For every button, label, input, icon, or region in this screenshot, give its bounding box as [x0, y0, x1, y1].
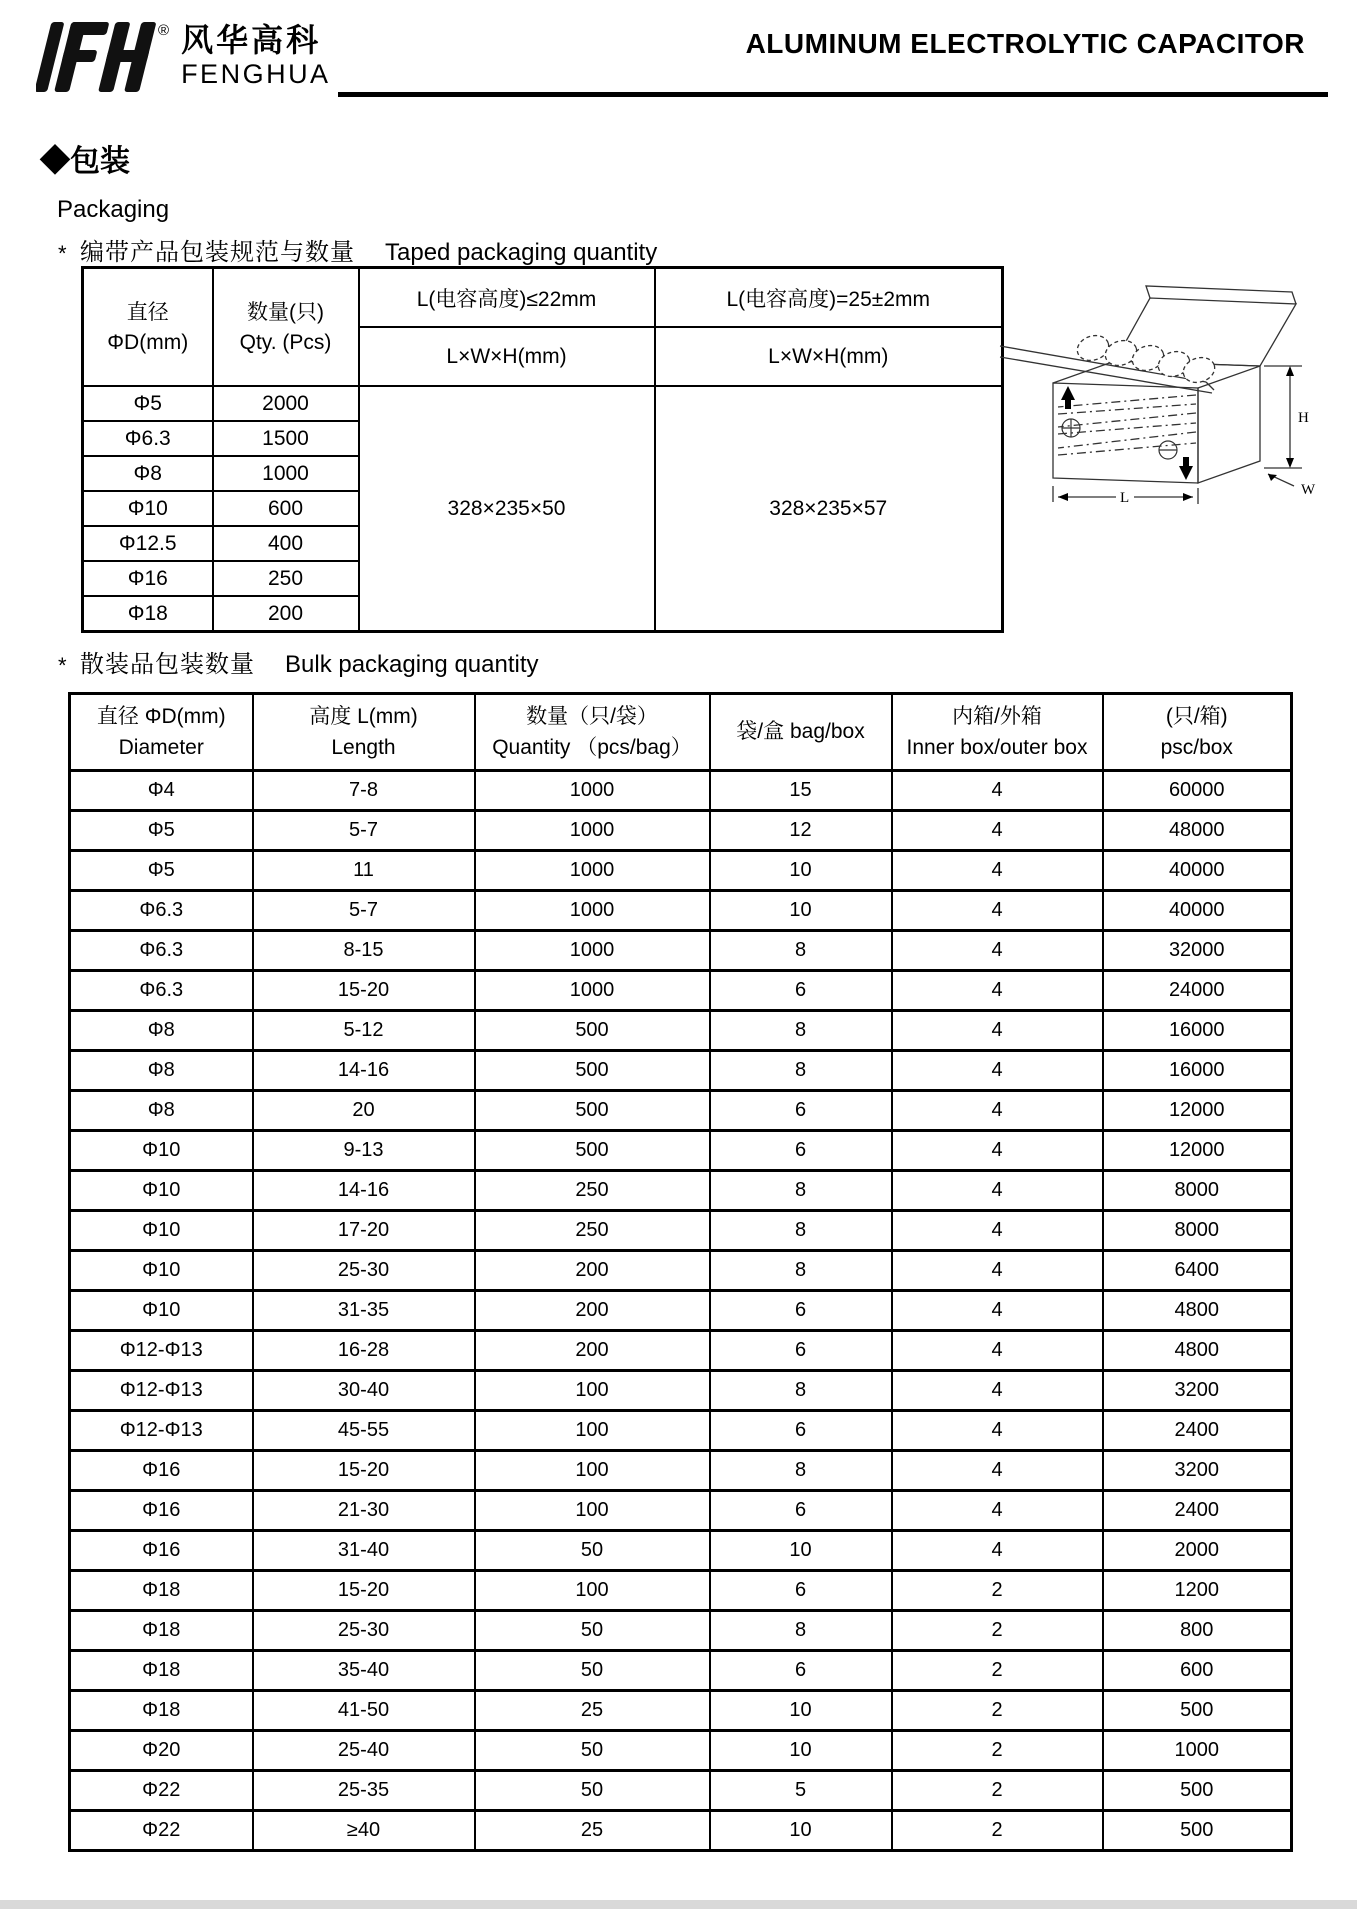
diameter-cell: Φ10 — [70, 1211, 253, 1251]
diameter-cell: Φ16 — [83, 561, 213, 596]
diameter-cell: Φ16 — [70, 1531, 253, 1571]
bulk-table-row — [70, 1331, 1292, 1371]
quantity-cell: 100 — [475, 1491, 710, 1531]
bulk-col-bagbox-header — [710, 694, 892, 771]
taped-label-bullet: * — [58, 240, 67, 266]
section-heading-cn: ◆包装 — [40, 145, 130, 178]
bag-per-box-cell: 8 — [710, 1011, 892, 1051]
quantity-cell: 1000 — [475, 971, 710, 1011]
diagram-h-label: H — [1298, 410, 1309, 426]
quantity-cell: 1000 — [475, 851, 710, 891]
psc-per-box-cell: 4800 — [1103, 1331, 1292, 1371]
inner-outer-box-cell: 4 — [892, 1331, 1103, 1371]
quantity-cell: 200 — [475, 1291, 710, 1331]
bag-per-box-cell: 10 — [710, 1731, 892, 1771]
quantity-cell: 500 — [475, 1131, 710, 1171]
qty-cell: 2000 — [213, 386, 359, 421]
bulk-table-row — [70, 1451, 1292, 1491]
diameter-cell: Φ22 — [70, 1811, 253, 1851]
taped-col1-header — [83, 268, 213, 387]
inner-outer-box-cell: 4 — [892, 1371, 1103, 1411]
inner-outer-box-cell: 4 — [892, 851, 1103, 891]
length-cell: 9-13 — [253, 1131, 475, 1171]
psc-per-box-cell: 32000 — [1103, 931, 1292, 971]
diameter-cell: Φ5 — [70, 811, 253, 851]
length-cell: 15-20 — [253, 971, 475, 1011]
bag-per-box-cell: 12 — [710, 811, 892, 851]
bulk-table-row — [70, 1091, 1292, 1131]
length-cell: 7-8 — [253, 771, 475, 811]
bulk-table-row — [70, 811, 1292, 851]
bulk-table-row — [70, 1131, 1292, 1171]
psc-per-box-cell: 500 — [1103, 1691, 1292, 1731]
psc-per-box-cell: 6400 — [1103, 1251, 1292, 1291]
bag-per-box-cell: 6 — [710, 1331, 892, 1371]
bulk-label-bullet: * — [58, 652, 67, 678]
bulk-table-row — [70, 1811, 1292, 1851]
bulk-table-row — [70, 1691, 1292, 1731]
bulk-table-row — [70, 891, 1292, 931]
qty-cell: 1500 — [213, 421, 359, 456]
psc-per-box-cell: 2400 — [1103, 1491, 1292, 1531]
bag-per-box-cell: 8 — [710, 1451, 892, 1491]
length-cell: 5-7 — [253, 891, 475, 931]
diameter-cell: Φ16 — [70, 1451, 253, 1491]
length-cell: 17-20 — [253, 1211, 475, 1251]
length-cell: ≥40 — [253, 1811, 475, 1851]
psc-per-box-cell: 60000 — [1103, 771, 1292, 811]
bag-per-box-cell: 8 — [710, 1051, 892, 1091]
qty-cell: 400 — [213, 526, 359, 561]
inner-outer-box-cell: 4 — [892, 1291, 1103, 1331]
bulk-table-row — [70, 1211, 1292, 1251]
bag-per-box-cell: 6 — [710, 1411, 892, 1451]
psc-per-box-cell: 8000 — [1103, 1211, 1292, 1251]
inner-outer-box-cell: 4 — [892, 1531, 1103, 1571]
quantity-cell: 500 — [475, 1011, 710, 1051]
quantity-cell: 1000 — [475, 771, 710, 811]
bag-per-box-cell: 6 — [710, 1131, 892, 1171]
psc-per-box-cell: 40000 — [1103, 891, 1292, 931]
diameter-cell: Φ12-Φ13 — [70, 1411, 253, 1451]
psc-per-box-cell: 2000 — [1103, 1531, 1292, 1571]
bulk-header-cn: 直径 ΦD(mm) — [96, 704, 226, 728]
bulk-label-cn: 散装品包装数量 — [80, 651, 255, 678]
diameter-cell: Φ6.3 — [70, 891, 253, 931]
bulk-header-cn: 数量（只/袋） — [526, 704, 658, 728]
taped-table-body — [83, 386, 1003, 632]
inner-outer-box-cell: 4 — [892, 1011, 1103, 1051]
bag-per-box-cell: 6 — [710, 1291, 892, 1331]
quantity-cell: 1000 — [475, 891, 710, 931]
bag-per-box-cell: 8 — [710, 1171, 892, 1211]
bulk-table-row — [70, 971, 1292, 1011]
page-title: ALUMINUM ELECTROLYTIC CAPACITOR — [745, 28, 1305, 59]
bulk-table-row — [70, 1251, 1292, 1291]
quantity-cell: 250 — [475, 1171, 710, 1211]
bulk-table-row — [70, 1411, 1292, 1451]
bulk-table-row — [70, 1731, 1292, 1771]
inner-outer-box-cell: 2 — [892, 1771, 1103, 1811]
length-cell: 25-30 — [253, 1611, 475, 1651]
length-cell: 15-20 — [253, 1451, 475, 1491]
diameter-cell: Φ8 — [83, 456, 213, 491]
diameter-cell: Φ18 — [70, 1571, 253, 1611]
inner-outer-box-cell: 4 — [892, 1091, 1103, 1131]
length-cell: 45-55 — [253, 1411, 475, 1451]
psc-per-box-cell: 4800 — [1103, 1291, 1292, 1331]
fenghua-logo-icon — [36, 20, 156, 94]
bulk-header-en: psc/box — [1160, 736, 1233, 759]
diameter-cell: Φ20 — [70, 1731, 253, 1771]
diameter-cell: Φ4 — [70, 771, 253, 811]
taped-label-en: Taped packaging quantity — [385, 239, 658, 266]
bag-per-box-cell: 8 — [710, 1371, 892, 1411]
taped-header-row-1 — [83, 268, 1003, 328]
taped-col3-header-top: L(电容高度)≤22mm — [359, 268, 655, 328]
length-cell: 31-40 — [253, 1531, 475, 1571]
quantity-cell: 100 — [475, 1411, 710, 1451]
bag-per-box-cell: 6 — [710, 971, 892, 1011]
inner-outer-box-cell: 4 — [892, 1251, 1103, 1291]
psc-per-box-cell: 500 — [1103, 1811, 1292, 1851]
bulk-header-cn: 袋/盒 bag/box — [736, 720, 865, 744]
diameter-cell: Φ22 — [70, 1771, 253, 1811]
diameter-cell: Φ8 — [70, 1091, 253, 1131]
bag-per-box-cell: 8 — [710, 1211, 892, 1251]
bulk-table-row — [70, 1571, 1292, 1611]
taped-col3-header-bottom: L×W×H(mm) — [359, 327, 655, 386]
diagram-l-label: L — [1120, 490, 1130, 506]
psc-per-box-cell: 500 — [1103, 1771, 1292, 1811]
diameter-cell: Φ18 — [70, 1651, 253, 1691]
bulk-table-row — [70, 1291, 1292, 1331]
length-cell: 31-35 — [253, 1291, 475, 1331]
inner-outer-box-cell: 4 — [892, 891, 1103, 931]
length-cell: 25-40 — [253, 1731, 475, 1771]
bag-per-box-cell: 8 — [710, 931, 892, 971]
inner-outer-box-cell: 2 — [892, 1651, 1103, 1691]
box-dims-25mm-cell: 328×235×57 — [655, 386, 1003, 632]
diameter-cell: Φ8 — [70, 1051, 253, 1091]
length-cell: 14-16 — [253, 1051, 475, 1091]
registered-mark: ® — [158, 22, 170, 39]
length-cell: 16-28 — [253, 1331, 475, 1371]
diameter-cell: Φ12-Φ13 — [70, 1331, 253, 1371]
quantity-cell: 50 — [475, 1611, 710, 1651]
bulk-table-row — [70, 1371, 1292, 1411]
bulk-section-label — [58, 644, 539, 679]
diameter-cell: Φ10 — [70, 1131, 253, 1171]
psc-per-box-cell: 1000 — [1103, 1731, 1292, 1771]
bulk-header-cn: 高度 L(mm) — [309, 704, 418, 728]
bag-per-box-cell: 10 — [710, 1531, 892, 1571]
taped-table-row — [83, 386, 1003, 421]
bulk-table-row — [70, 851, 1292, 891]
bag-per-box-cell: 15 — [710, 771, 892, 811]
bag-per-box-cell: 10 — [710, 1691, 892, 1731]
diameter-cell: Φ10 — [83, 491, 213, 526]
bulk-packaging-table — [68, 692, 1293, 1852]
bulk-col-innerouter-header — [892, 694, 1103, 771]
taped-col2-line2: Qty. (Pcs) — [239, 330, 332, 354]
length-cell: 25-30 — [253, 1251, 475, 1291]
quantity-cell: 50 — [475, 1731, 710, 1771]
inner-outer-box-cell: 4 — [892, 1171, 1103, 1211]
inner-outer-box-cell: 4 — [892, 1131, 1103, 1171]
inner-outer-box-cell: 4 — [892, 1211, 1103, 1251]
taped-col2-header — [213, 268, 359, 387]
section-heading-en: Packaging — [57, 196, 170, 223]
diameter-cell: Φ5 — [83, 386, 213, 421]
diameter-cell: Φ18 — [83, 596, 213, 632]
length-cell: 35-40 — [253, 1651, 475, 1691]
bulk-header-en: Quantity （pcs/bag） — [492, 736, 692, 759]
logo-chinese-name: 风华高科 — [181, 22, 322, 58]
inner-outer-box-cell: 4 — [892, 931, 1103, 971]
length-cell: 11 — [253, 851, 475, 891]
diameter-cell: Φ18 — [70, 1611, 253, 1651]
quantity-cell: 500 — [475, 1091, 710, 1131]
diameter-cell: Φ18 — [70, 1691, 253, 1731]
psc-per-box-cell: 8000 — [1103, 1171, 1292, 1211]
bulk-label-en: Bulk packaging quantity — [285, 651, 539, 678]
bulk-table-row — [70, 1531, 1292, 1571]
bag-per-box-cell: 6 — [710, 1651, 892, 1691]
length-cell: 20 — [253, 1091, 475, 1131]
bulk-table-row — [70, 1651, 1292, 1691]
bulk-table-row — [70, 1051, 1292, 1091]
psc-per-box-cell: 40000 — [1103, 851, 1292, 891]
quantity-cell: 1000 — [475, 811, 710, 851]
quantity-cell: 50 — [475, 1651, 710, 1691]
diameter-cell: Φ8 — [70, 1011, 253, 1051]
taped-label-cn: 编带产品包装规范与数量 — [80, 239, 355, 266]
bulk-table-row — [70, 771, 1292, 811]
diameter-cell: Φ12-Φ13 — [70, 1371, 253, 1411]
inner-outer-box-cell: 2 — [892, 1691, 1103, 1731]
inner-outer-box-cell: 4 — [892, 971, 1103, 1011]
bag-per-box-cell: 6 — [710, 1491, 892, 1531]
bulk-header-en: Diameter — [118, 736, 204, 759]
bulk-table-row — [70, 1011, 1292, 1051]
bulk-col-quantity-header — [475, 694, 710, 771]
diameter-cell: Φ10 — [70, 1171, 253, 1211]
diameter-cell: Φ10 — [70, 1291, 253, 1331]
taped-section-label — [58, 232, 657, 267]
diameter-cell: Φ6.3 — [70, 971, 253, 1011]
bulk-col-length-header — [253, 694, 475, 771]
bulk-table-row — [70, 931, 1292, 971]
quantity-cell: 50 — [475, 1771, 710, 1811]
inner-outer-box-cell: 4 — [892, 1451, 1103, 1491]
diagram-w-label: W — [1301, 482, 1316, 498]
taped-col4-header-bottom: L×W×H(mm) — [655, 327, 1003, 386]
bulk-header-cn: (只/箱) — [1165, 704, 1228, 728]
psc-per-box-cell: 16000 — [1103, 1051, 1292, 1091]
length-cell: 25-35 — [253, 1771, 475, 1811]
length-cell: 8-15 — [253, 931, 475, 971]
length-cell: 41-50 — [253, 1691, 475, 1731]
quantity-cell: 500 — [475, 1051, 710, 1091]
header-rule — [338, 92, 1328, 97]
length-cell: 5-12 — [253, 1011, 475, 1051]
bulk-header-en: Length — [331, 736, 396, 759]
bulk-col-pscbox-header — [1103, 694, 1292, 771]
length-cell: 15-20 — [253, 1571, 475, 1611]
taped-col2-line1: 数量(只) — [247, 300, 324, 324]
psc-per-box-cell: 2400 — [1103, 1411, 1292, 1451]
qty-cell: 200 — [213, 596, 359, 632]
taped-packaging-table — [81, 266, 1004, 633]
qty-cell: 600 — [213, 491, 359, 526]
inner-outer-box-cell: 4 — [892, 1491, 1103, 1531]
bag-per-box-cell: 5 — [710, 1771, 892, 1811]
bag-per-box-cell: 8 — [710, 1611, 892, 1651]
inner-outer-box-cell: 4 — [892, 771, 1103, 811]
psc-per-box-cell: 1200 — [1103, 1571, 1292, 1611]
inner-outer-box-cell: 2 — [892, 1811, 1103, 1851]
bulk-table-row — [70, 1491, 1292, 1531]
quantity-cell: 100 — [475, 1371, 710, 1411]
length-cell: 21-30 — [253, 1491, 475, 1531]
inner-outer-box-cell: 4 — [892, 811, 1103, 851]
bulk-header-row — [70, 694, 1292, 771]
quantity-cell: 200 — [475, 1251, 710, 1291]
bag-per-box-cell: 8 — [710, 1251, 892, 1291]
quantity-cell: 50 — [475, 1531, 710, 1571]
diameter-cell: Φ16 — [70, 1491, 253, 1531]
diameter-cell: Φ5 — [70, 851, 253, 891]
psc-per-box-cell: 600 — [1103, 1651, 1292, 1691]
quantity-cell: 1000 — [475, 931, 710, 971]
taped-col4-header-top: L(电容高度)=25±2mm — [655, 268, 1003, 328]
brand-logo — [36, 20, 331, 94]
inner-outer-box-cell: 2 — [892, 1731, 1103, 1771]
quantity-cell: 100 — [475, 1571, 710, 1611]
bag-per-box-cell: 6 — [710, 1571, 892, 1611]
bag-per-box-cell: 10 — [710, 1811, 892, 1851]
inner-outer-box-cell: 2 — [892, 1611, 1103, 1651]
quantity-cell: 25 — [475, 1811, 710, 1851]
bulk-table-row — [70, 1611, 1292, 1651]
length-cell: 14-16 — [253, 1171, 475, 1211]
box-dims-le22-cell: 328×235×50 — [359, 386, 655, 632]
inner-outer-box-cell: 2 — [892, 1571, 1103, 1611]
bag-per-box-cell: 10 — [710, 851, 892, 891]
inner-outer-box-cell: 4 — [892, 1051, 1103, 1091]
length-cell: 30-40 — [253, 1371, 475, 1411]
psc-per-box-cell: 12000 — [1103, 1091, 1292, 1131]
logo-english-name: FENGHUA — [181, 59, 331, 89]
length-cell: 5-7 — [253, 811, 475, 851]
diameter-cell: Φ6.3 — [83, 421, 213, 456]
page-bottom-edge — [0, 1900, 1357, 1909]
psc-per-box-cell: 3200 — [1103, 1371, 1292, 1411]
quantity-cell: 25 — [475, 1691, 710, 1731]
psc-per-box-cell: 48000 — [1103, 811, 1292, 851]
diameter-cell: Φ10 — [70, 1251, 253, 1291]
bulk-header-cn: 内箱/外箱 — [952, 704, 1042, 728]
quantity-cell: 100 — [475, 1451, 710, 1491]
bag-per-box-cell: 6 — [710, 1091, 892, 1131]
quantity-cell: 200 — [475, 1331, 710, 1371]
inner-outer-box-cell: 4 — [892, 1411, 1103, 1451]
psc-per-box-cell: 16000 — [1103, 1011, 1292, 1051]
taped-col1-line2: ΦD(mm) — [107, 330, 189, 354]
diameter-cell: Φ6.3 — [70, 931, 253, 971]
packing-box-diagram — [998, 278, 1338, 513]
bulk-header-en: Inner box/outer box — [906, 736, 1088, 759]
qty-cell: 250 — [213, 561, 359, 596]
bag-per-box-cell: 10 — [710, 891, 892, 931]
taped-col1-line1: 直径 — [126, 300, 169, 324]
bulk-table-body — [70, 771, 1292, 1851]
bulk-col-diameter-header — [70, 694, 253, 771]
psc-per-box-cell: 800 — [1103, 1611, 1292, 1651]
brand-text — [181, 24, 331, 88]
quantity-cell: 250 — [475, 1211, 710, 1251]
psc-per-box-cell: 12000 — [1103, 1131, 1292, 1171]
bulk-table-row — [70, 1171, 1292, 1211]
psc-per-box-cell: 24000 — [1103, 971, 1292, 1011]
bulk-table-row — [70, 1771, 1292, 1811]
diameter-cell: Φ12.5 — [83, 526, 213, 561]
psc-per-box-cell: 3200 — [1103, 1451, 1292, 1491]
qty-cell: 1000 — [213, 456, 359, 491]
